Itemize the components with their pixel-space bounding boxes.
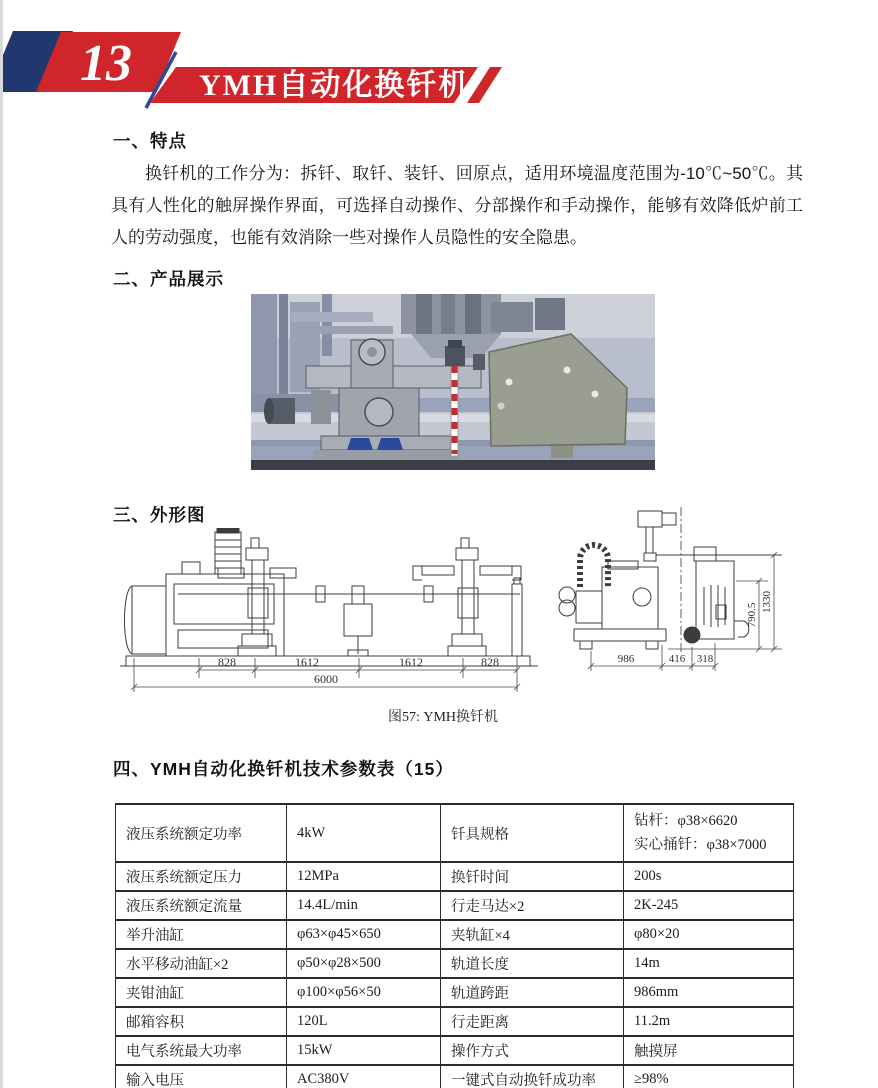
table-row [116, 920, 794, 949]
spec-label: 轨道跨距 [441, 978, 624, 1007]
features-paragraph: 换钎机的工作分为：拆钎、取钎、装钎、回原点，适用环境温度范围为-10℃~50℃。其具有人性化的触屏操作界面，可选择自动操作、分部操作和手动操作，能够有效降低炉前工人的劳动强度，也能有效消除一些对操作人员隐性的安全隐患。 [111, 164, 803, 247]
spec-value: 4kW [287, 804, 441, 862]
spec-value: 14.4L/min [287, 891, 441, 920]
spec-value: φ100×φ56×50 [287, 978, 441, 1007]
spec-label: 一键式自动换钎成功率 [441, 1065, 624, 1088]
spec-value: 120L [287, 1007, 441, 1036]
spec-value-line: 钻杆：φ38×6620 [634, 813, 738, 829]
spec-label: 举升油缸 [116, 920, 287, 949]
front-machine-outline [120, 528, 538, 666]
dimension-label: 828 [218, 655, 236, 669]
dimension-label: 1612 [295, 655, 319, 669]
table-row [116, 891, 794, 920]
table-row [116, 949, 794, 978]
dimension-label: 318 [696, 653, 714, 665]
spec-label: 行走马达×2 [441, 891, 624, 920]
spec-label: 夹轨缸×4 [441, 920, 624, 949]
table-row [116, 1065, 794, 1088]
dimension-label: 1612 [399, 655, 423, 669]
spec-label: 行走距离 [441, 1007, 624, 1036]
spec-label: 钎具规格 [441, 804, 624, 862]
spec-value: 触摸屏 [624, 1036, 794, 1065]
spec-label: 液压系统额定压力 [116, 862, 287, 891]
section-specs-heading: 四、YMH自动化换钎机技术参数表（15） [113, 759, 454, 779]
spec-label: 液压系统额定流量 [116, 891, 287, 920]
spec-value: 2K-245 [624, 891, 794, 920]
spec-value: φ63×φ45×650 [287, 920, 441, 949]
spec-label: 邮箱容积 [116, 1007, 287, 1036]
product-image [251, 294, 655, 470]
spec-label: 换钎时间 [441, 862, 624, 891]
spec-label: 输入电压 [116, 1065, 287, 1088]
table-row [116, 804, 794, 862]
spec-label: 水平移动油缸×2 [116, 949, 287, 978]
dimension-label: 986 [617, 653, 635, 665]
table-row [116, 1007, 794, 1036]
spec-value: 15kW [287, 1036, 441, 1065]
chapter-banner [3, 0, 523, 115]
section-product-heading: 二、产品展示 [113, 269, 224, 289]
section-features-heading: 一、特点 [113, 131, 187, 151]
spec-value: 14m [624, 949, 794, 978]
spec-label: 操作方式 [441, 1036, 624, 1065]
chapter-number: 13 [80, 35, 132, 92]
spec-value: 11.2m [624, 1007, 794, 1036]
table-row [116, 978, 794, 1007]
figure-caption: 图57: YMH换钎机 [387, 710, 499, 725]
chapter-title: YMH自动化换钎机 [199, 69, 471, 102]
spec-label: 电气系统最大功率 [116, 1036, 287, 1065]
dimension-label: 1330 [761, 591, 773, 613]
spec-label: 液压系统额定功率 [116, 804, 287, 862]
spec-value: φ80×20 [624, 920, 794, 949]
section-outline-heading: 三、外形图 [113, 505, 206, 525]
dimension-label: 416 [668, 653, 686, 665]
spec-label: 轨道长度 [441, 949, 624, 978]
spec-value: 200s [624, 862, 794, 891]
spec-label: 夹钳油缸 [116, 978, 287, 1007]
dimension-label: 828 [481, 655, 499, 669]
spec-value-line: 实心捅钎：φ38×7000 [634, 837, 767, 853]
dimension-label: 6000 [314, 672, 338, 686]
spec-value: AC380V [287, 1065, 441, 1088]
spec-value: 986mm [624, 978, 794, 1007]
dimension-label: 790.5 [746, 602, 758, 628]
specs-table [115, 803, 794, 1088]
spec-value: 12MPa [287, 862, 441, 891]
table-row [116, 862, 794, 891]
spec-value: ≥98% [624, 1065, 794, 1088]
outline-side-view [556, 505, 796, 700]
table-row [116, 1036, 794, 1065]
outline-front-view [118, 528, 578, 703]
spec-value: φ50×φ28×500 [287, 949, 441, 978]
spec-value [624, 804, 794, 862]
